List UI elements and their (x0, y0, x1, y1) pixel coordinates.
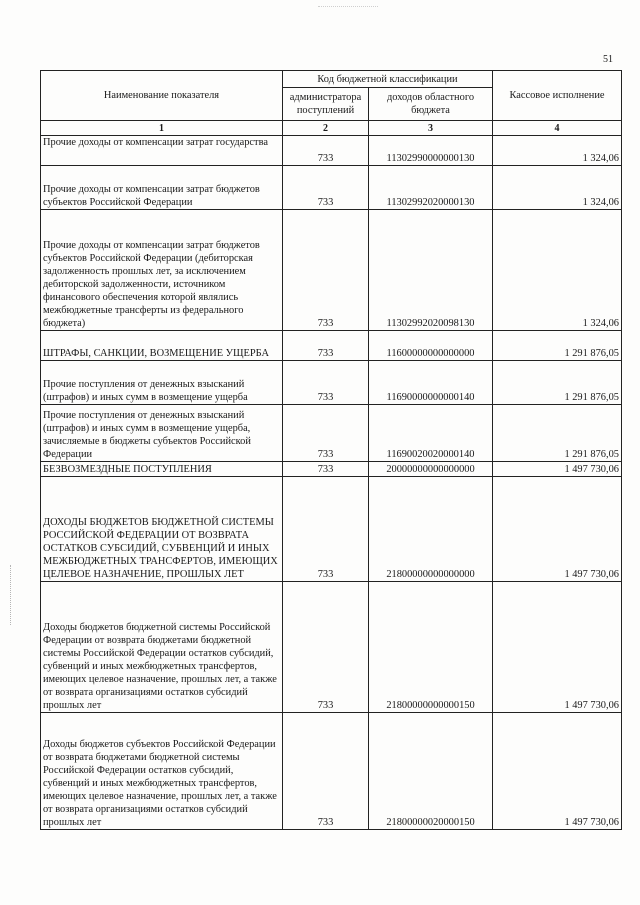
row-name: Прочие доходы от компенсации затрат бюджетов субъектов Российской Федерации (41, 166, 283, 210)
row-code: 11600000000000000 (369, 331, 493, 361)
row-code: 11690000000000140 (369, 361, 493, 405)
row-amount: 1 497 730,06 (493, 462, 622, 477)
column-number: 4 (493, 121, 622, 136)
row-code: 21800000000000000 (369, 477, 493, 582)
row-amount: 1 324,06 (493, 166, 622, 210)
row-amount: 1 497 730,06 (493, 477, 622, 582)
row-code: 20000000000000000 (369, 462, 493, 477)
row-amount: 1 497 730,06 (493, 713, 622, 830)
table-row (41, 582, 622, 713)
row-code: 11302992020098130 (369, 210, 493, 331)
row-name: Прочие доходы от компенсации затрат государства (41, 136, 283, 166)
row-admin: 733 (283, 331, 369, 361)
header-budget-code: Код бюджетной классификации (283, 71, 493, 88)
row-name: ДОХОДЫ БЮДЖЕТОВ БЮДЖЕТНОЙ СИСТЕМЫ РОССИЙСКОЙ ФЕДЕРАЦИИ ОТ ВОЗВРАТА ОСТАТКОВ СУБСИДИЙ, СУБВЕНЦИЙ И ИНЫХ МЕЖБЮДЖЕТНЫХ ТРАНСФЕРТОВ, ИМЕЮЩИХ ЦЕЛЕВОЕ НАЗНАЧЕНИЕ, ПРОШЛЫХ ЛЕТ (41, 477, 283, 582)
row-amount: 1 291 876,05 (493, 331, 622, 361)
row-name: Прочие поступления от денежных взысканий (штрафов) и иных сумм в возмещение ущерба (41, 361, 283, 405)
row-code: 21800000000000150 (369, 582, 493, 713)
header-administrator: администратора поступлений (283, 88, 369, 121)
row-amount: 1 497 730,06 (493, 582, 622, 713)
row-admin: 733 (283, 405, 369, 462)
row-amount: 1 291 876,05 (493, 361, 622, 405)
row-admin: 733 (283, 210, 369, 331)
row-name: БЕЗВОЗМЕЗДНЫЕ ПОСТУПЛЕНИЯ (41, 462, 283, 477)
row-admin: 733 (283, 166, 369, 210)
row-admin: 733 (283, 477, 369, 582)
row-amount: 1 291 876,05 (493, 405, 622, 462)
row-admin: 733 (283, 462, 369, 477)
row-name: Доходы бюджетов субъектов Российской Федерации от возврата бюджетами бюджетной системы Российской Федерации остатков субсидий, субвенций и иных межбюджетных трансфертов, имеющих целевое назначение, прошлых лет, а также от возврата организациями остатков субсидий прошлых лет (41, 713, 283, 830)
row-admin: 733 (283, 713, 369, 830)
column-numbers-row (41, 121, 622, 136)
row-code: 11302992020000130 (369, 166, 493, 210)
row-name: Прочие поступления от денежных взысканий (штрафов) и иных сумм в возмещение ущерба, зачисляемые в бюджеты субъектов Российской Федерации (41, 405, 283, 462)
row-amount: 1 324,06 (493, 210, 622, 331)
scan-artifact (10, 565, 12, 625)
table-row (41, 136, 622, 166)
table-row (41, 462, 622, 477)
column-number: 1 (41, 121, 283, 136)
row-code: 11302990000000130 (369, 136, 493, 166)
table-row (41, 713, 622, 830)
row-amount: 1 324,06 (493, 136, 622, 166)
table-row (41, 331, 622, 361)
column-number: 3 (369, 121, 493, 136)
table-row (41, 210, 622, 331)
budget-table (40, 70, 622, 830)
page-number: 51 (603, 54, 613, 65)
table-row (41, 405, 622, 462)
header-row (41, 71, 622, 88)
row-code: 11690020020000140 (369, 405, 493, 462)
row-name: ШТРАФЫ, САНКЦИИ, ВОЗМЕЩЕНИЕ УЩЕРБА (41, 331, 283, 361)
row-name: Доходы бюджетов бюджетной системы Российской Федерации от возврата бюджетами бюджетной системы Российской Федерации остатков субсидий, субвенций и иных межбюджетных трансфертов, имеющих целевое назначение, прошлых лет, а также от возврата организациями остатков субсидий прошлых лет (41, 582, 283, 713)
row-admin: 733 (283, 136, 369, 166)
row-admin: 733 (283, 361, 369, 405)
row-code: 21800000020000150 (369, 713, 493, 830)
header-name: Наименование показателя (41, 71, 283, 121)
column-number: 2 (283, 121, 369, 136)
table-row (41, 477, 622, 582)
table-row (41, 166, 622, 210)
table-row (41, 361, 622, 405)
header-execution: Кассовое исполнение (493, 71, 622, 121)
row-name: Прочие доходы от компенсации затрат бюджетов субъектов Российской Федерации (дебиторская задолженность прошлых лет, за исключением дебиторской задолженности, источником финансового обеспечения которой являлись межбюджетные трансферты из федерального бюджета) (41, 210, 283, 331)
row-admin: 733 (283, 582, 369, 713)
header-income-code: доходов областного бюджета (369, 88, 493, 121)
scan-artifact (318, 6, 378, 8)
